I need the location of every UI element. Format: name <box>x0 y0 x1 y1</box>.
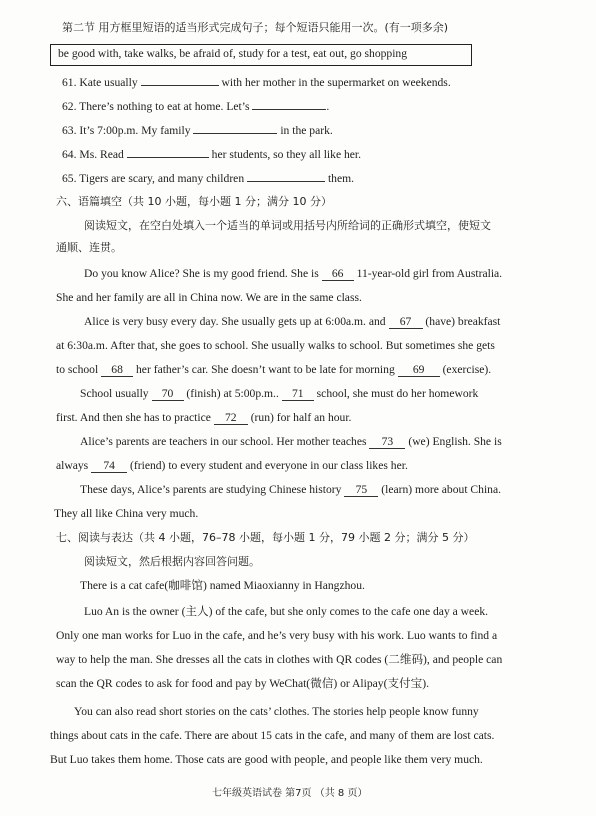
passage-text: always <box>56 459 89 472</box>
question-62 <box>62 98 329 115</box>
passage-text: Alice is very busy every day. She usually gets up at 6:00a.m. and <box>84 315 386 328</box>
blank-74[interactable]: 74 <box>91 459 127 473</box>
passage-text: to school <box>56 363 99 376</box>
passage-line <box>56 362 491 378</box>
reading-line: things about cats in the cafe. There are about 15 cats in the cafe, and many of them are lost cats. <box>50 729 495 742</box>
section2-title: 第二节 用方框里短语的适当形式完成句子；每个短语只能用一次。(有一项多余) <box>62 21 449 34</box>
passage-line <box>56 410 351 426</box>
blank-68[interactable]: 68 <box>101 363 133 377</box>
phrase-box <box>50 44 472 66</box>
blank-73[interactable]: 73 <box>369 435 405 449</box>
blank-67[interactable]: 67 <box>389 315 423 329</box>
passage-line <box>56 458 408 474</box>
section6-instruction-2: 通顺、连贯。 <box>56 241 122 254</box>
question-65 <box>62 170 354 187</box>
passage-line <box>80 434 502 450</box>
q65-blank[interactable] <box>247 170 325 182</box>
passage-text: (friend) to every student and everyone in our class likes her. <box>130 459 408 472</box>
section6-instruction-1: 阅读短文，在空白处填入一个适当的单词或用括号内所给词的正确形式填空，使短文 <box>84 219 491 232</box>
question-61 <box>62 74 451 91</box>
passage-text: 11-year-old girl from Australia. <box>356 267 503 280</box>
reading-line: Only one man works for Luo in the cafe, and he’s very busy with his work. Luo wants to find a <box>56 629 498 642</box>
passage-text: (finish) at 5:00p.m.. <box>186 387 279 400</box>
passage-line <box>80 386 478 402</box>
section7-title: 七、阅读与表达（共 4 小题，76–78 小题，每小题 1 分，79 小题 2 分；满分 5 分） <box>56 531 475 544</box>
question-64 <box>62 146 361 163</box>
passage-text: (have) breakfast <box>425 315 501 328</box>
blank-71[interactable]: 71 <box>282 387 314 401</box>
blank-66[interactable]: 66 <box>322 267 354 281</box>
passage-text: school, she must do her homework <box>316 387 479 400</box>
q62-text-a: 62. There’s nothing to eat at home. Let’s <box>62 100 250 113</box>
passage-line <box>80 482 501 498</box>
passage-text: (learn) more about China. <box>381 483 502 496</box>
q64-blank[interactable] <box>127 146 209 158</box>
passage-text: Do you know Alice? She is my good friend. She is <box>84 267 319 280</box>
reading-line: But Luo takes them home. Those cats are good with people, and people like them very much. <box>50 753 483 766</box>
q63-text-b: in the park. <box>280 124 333 137</box>
q63-blank[interactable] <box>193 122 277 134</box>
section7-instruction: 阅读短文，然后根据内容回答问题。 <box>84 555 260 568</box>
question-63 <box>62 122 333 139</box>
blank-70[interactable]: 70 <box>152 387 184 401</box>
reading-line: scan the QR codes to ask for food and pay by WeChat(微信) or Alipay(支付宝). <box>56 677 429 690</box>
passage-text: Alice’s parents are teachers in our school. Her mother teaches <box>80 435 367 448</box>
reading-line: There is a cat cafe(咖啡馆) named Miaoxianny in Hangzhou. <box>80 579 365 592</box>
passage-text: (exercise). <box>442 363 492 376</box>
phrase-box-text: be good with, take walks, be afraid of, study for a test, eat out, go shopping <box>58 47 408 60</box>
page-footer: 七年级英语试卷 第7页 （共 8 页） <box>212 788 368 799</box>
passage-text: first. And then she has to practice <box>56 411 211 424</box>
q62-text-b: . <box>326 100 330 113</box>
q64-text-b: her students, so they all like her. <box>211 148 362 161</box>
passage-line: at 6:30a.m. After that, she goes to school. She usually walks to school. But sometimes she gets <box>56 339 495 352</box>
reading-line: You can also read short stories on the cats’ clothes. The stories help people know funny <box>74 705 479 718</box>
q61-text-b: with her mother in the supermarket on weekends. <box>221 76 451 89</box>
q64-text-a: 64. Ms. Read <box>62 148 124 161</box>
passage-text: School usually <box>80 387 149 400</box>
passage-line <box>84 314 500 330</box>
reading-line: way to help the man. She dresses all the cats in clothes with QR codes (二维码), and people can <box>56 653 503 666</box>
q65-text-b: them. <box>327 172 355 185</box>
passage-line <box>84 266 502 282</box>
passage-text: These days, Alice’s parents are studying Chinese history <box>80 483 342 496</box>
blank-72[interactable]: 72 <box>214 411 248 425</box>
q61-blank[interactable] <box>141 74 219 86</box>
passage-text: (we) English. She is <box>408 435 502 448</box>
q62-blank[interactable] <box>252 98 326 110</box>
blank-75[interactable]: 75 <box>344 483 378 497</box>
q63-text-a: 63. It’s 7:00p.m. My family <box>62 124 191 137</box>
passage-line: She and her family are all in China now. We are in the same class. <box>56 291 362 304</box>
q65-text-a: 65. Tigers are scary, and many children <box>62 172 245 185</box>
section6-title: 六、语篇填空（共 10 小题，每小题 1 分；满分 10 分） <box>56 195 332 208</box>
passage-text: her father’s car. She doesn’t want to be late for morning <box>136 363 395 376</box>
passage-text: (run) for half an hour. <box>250 411 352 424</box>
passage-line: They all like China very much. <box>54 507 199 520</box>
reading-line: Luo An is the owner (主人) of the cafe, but she only comes to the cafe one day a week. <box>84 605 489 618</box>
blank-69[interactable]: 69 <box>398 363 440 377</box>
q61-text-a: 61. Kate usually <box>62 76 138 89</box>
